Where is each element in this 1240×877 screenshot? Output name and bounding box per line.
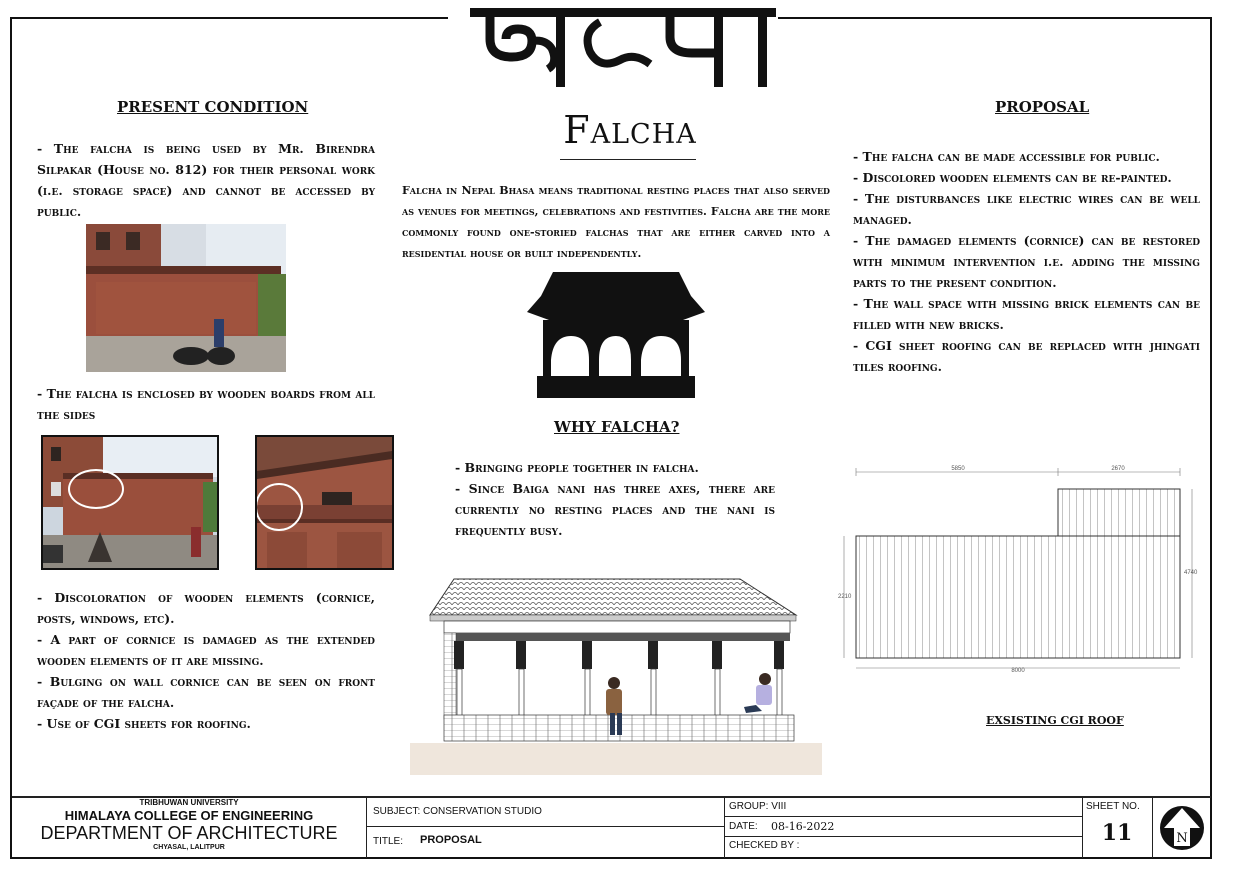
damage-highlight-circle [68,469,124,509]
proposal-point: - The damaged elements (cornice) can be restored with minimum intervention i.e. adding the missing parts to the present condition. [853,233,1200,290]
title-underline [560,159,696,160]
group-label: GROUP: VIII [729,801,787,812]
devanagari-logotype [470,2,780,94]
proposal-point: - The wall space with missing brick elements can be filled with new bricks. [853,296,1200,332]
condition-point: - Bulging on wall cornice can be seen on front façade of the falcha. [37,674,375,710]
why-point: - Since Baiga nani has three axes, there are currently no resting places and the nani is frequently busy. [455,481,775,538]
subject-label: SUBJECT: CONSERVATION STUDIO [373,806,542,817]
date-value: 08-16-2022 [771,820,835,833]
condition-point: - A part of cornice is damaged as the extended wooden elements of it are missing. [37,632,375,668]
dim-right: 4740 [1184,570,1198,576]
present-condition-points [37,587,375,734]
proposal-point: - Discolored wooden elements can be re-painted. [853,170,1172,185]
dim-left: 2210 [838,594,852,600]
university-name: TRIBHUWAN UNIVERSITY [139,798,239,807]
present-condition-p2: - The falcha is enclosed by wooden boards from all the sides [37,386,375,422]
why-falcha-heading: WHY FALCHA? [554,418,680,436]
checked-by-label: CHECKED BY : [729,840,800,851]
why-point: - Bringing people together in falcha. [455,460,699,475]
page-title: Falcha [563,108,697,152]
present-condition-heading: PRESENT CONDITION [117,98,309,116]
bulge-highlight-circle [255,483,303,531]
present-condition-p1: - The falcha is being used by Mr. Birendra Silpakar (House no. 812) for their personal work (i.e. storage space) and cannot be accessed by public. [37,141,375,219]
proposal-point: - The falcha can be made accessible for public. [853,149,1160,164]
proposal-point: - The disturbances like electric wires can be well managed. [853,191,1200,227]
condition-point: - Discoloration of wooden elements (cornice, posts, windows, etc). [37,590,375,626]
sheet-no-label: SHEET NO. [1086,801,1140,812]
falcha-silhouette-icon [525,272,707,398]
why-falcha-points [455,457,775,541]
sheet-number: 11 [1101,820,1133,846]
department-name: DEPARTMENT OF ARCHITECTURE [40,823,338,843]
north-arrow-icon [1158,804,1206,852]
roof-plan-drawing [838,462,1200,678]
title-label: TITLE: [373,836,404,847]
cornice-photo-1 [41,435,219,570]
proposal-points [853,146,1200,377]
cornice-photo-2 [255,435,394,570]
title-value: PROPOSAL [420,834,482,846]
proposal-heading: PROPOSAL [995,98,1090,116]
falcha-photo-main [86,224,286,372]
roof-plan-caption: EXSISTING CGI ROOF [986,714,1124,727]
dim-bottom: 8000 [1011,668,1025,674]
date-label: DATE: [729,821,758,832]
college-location: CHYASAL, LALITPUR [153,844,225,851]
falcha-elevation-drawing [410,575,822,775]
proposal-point: - CGI sheet roofing can be replaced with jhingati tiles roofing. [853,338,1200,374]
college-name: HIMALAYA COLLEGE OF ENGINEERING [64,808,314,823]
dim-top-left: 5850 [951,466,965,472]
dim-top-right: 2670 [1111,466,1125,472]
intro-text: Falcha in Nepal Bhasa means traditional resting places that also served as venues for meetings, celebrations and festivities. Falcha are the more commonly found one-storied falchas that are either carved into a residential house or built independently. [402,184,830,260]
condition-point: - Use of CGI sheets for roofing. [37,716,251,731]
north-letter: N [1176,831,1188,846]
